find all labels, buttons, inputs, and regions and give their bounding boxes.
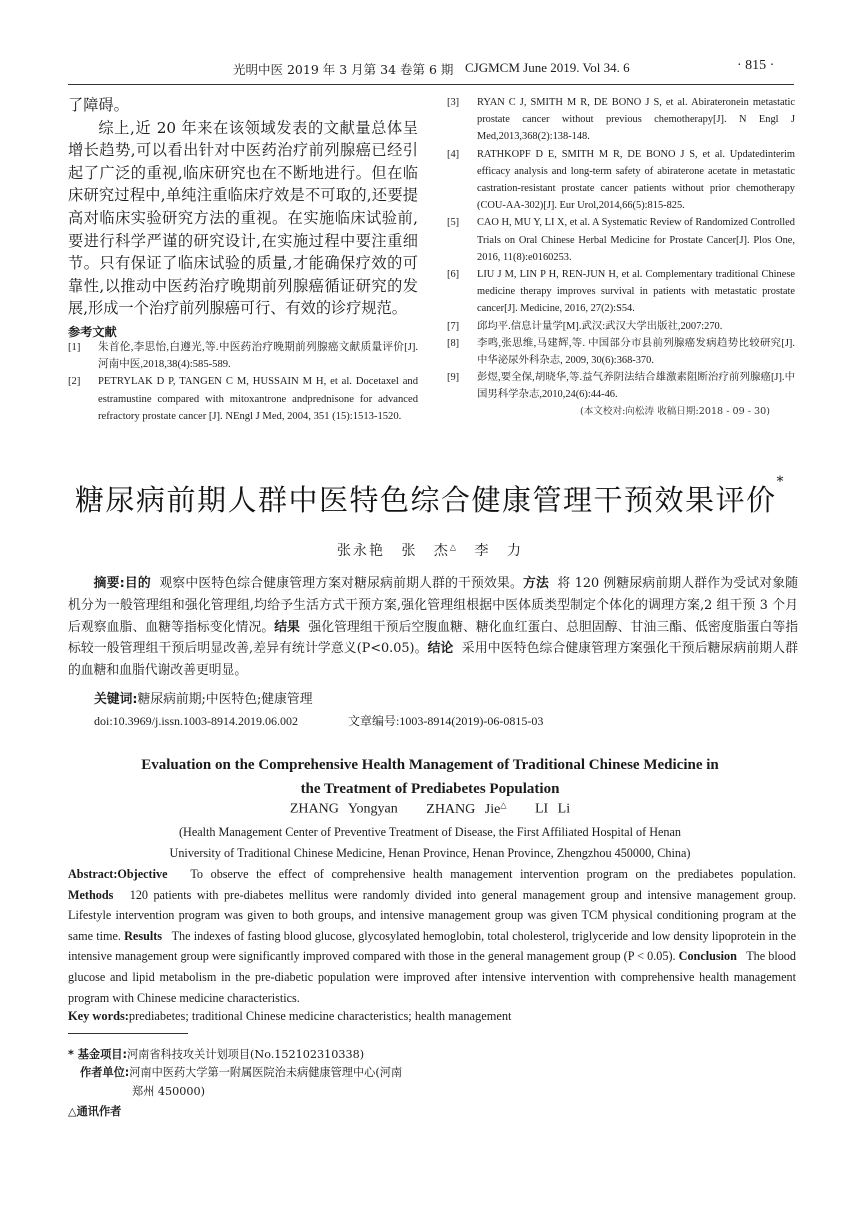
author-name: 李 力	[474, 543, 523, 559]
objective-text: 观察中医特色综合健康管理方案对糖尿病前期人群的干预效果。	[159, 576, 523, 591]
reference-item	[447, 214, 795, 266]
keywords-label: 关键词:	[94, 692, 138, 707]
reference-text: 朱首伦,李思怡,白遵光,等.中医药治疗晚期前列腺癌文献质量评价[J].河南中医,2018,38(4):585-589.	[98, 341, 418, 371]
corresponding-footnote	[68, 1103, 438, 1120]
page-number: · 815 ·	[737, 58, 775, 73]
title-footnote-mark: *	[776, 474, 785, 490]
conclusion-en-label: Conclusion	[678, 949, 737, 964]
methods-en-text: 120 patients with pre-diabetes mellitus were randomly divided into general management group and intensive management group. Lifestyle intervention program was given to both groups, and intensive management group was given TCM physical conditioning program at the same time.	[68, 887, 797, 943]
objective-en-text: To observe the effect of comprehensive health management intervention program on the prediabetes population.	[190, 867, 797, 881]
reference-item	[447, 94, 795, 146]
methods-text: 将 120 例糖尿病前期人群作为受试对象随机分为一般管理组和强化管理组,均给予生活方式干预方案,强化管理组根据中医体质类型制定个体化的调理方案,2 组干预 3 个月后观察血脂、血糖等指标变化情况。	[68, 576, 799, 635]
abstract-label: 摘要:	[93, 576, 125, 591]
reference-text: CAO H, MU Y, LI X, et al. A Systematic Review of Randomized Controlled Trials on Oral Chinese Herbal Medicine for Prostate Cancer[J]. Plos One, 2016, 11(8):e0160253.	[477, 217, 795, 263]
reference-item	[68, 339, 418, 373]
reference-text: LIU J M, LIN P H, REN-JUN H, et al. Complementary traditional Chinese medicine therapy improves survival in patients with metastatic prostate cancer[J]. Medicine, 2016, 27(2):S54.	[477, 269, 795, 315]
reference-number: [8]	[447, 337, 460, 349]
reference-number: [2]	[68, 376, 81, 388]
fund-footnote	[68, 1046, 438, 1063]
running-header	[0, 58, 860, 80]
reference-item	[447, 146, 795, 215]
reference-number: [1]	[68, 341, 81, 353]
doi: doi:10.3969/j.issn.1003-8914.2019.06.002	[94, 714, 299, 728]
keywords-en-text: prediabetes; traditional Chinese medicine characteristics; health management	[128, 1009, 512, 1023]
results-label: 结果	[274, 619, 301, 635]
reference-item	[68, 373, 418, 425]
results-en-label: Results	[124, 928, 163, 943]
author-name	[401, 543, 458, 559]
reference-text: 李鸣,张思维,马建辉,等. 中国部分市县前列腺癌发病趋势比较研究[J]. 中华泌尿外科杂志, 2009, 30(6):368-370.	[477, 337, 795, 367]
article-title	[0, 474, 860, 519]
reference-text: RATHKOPF D E, SMITH M R, DE BONO J S, et al. Updatedinterim efficacy analysis and long-term safety of abiraterone acetate in metastatic castration-resistant prostate cancer patients without prior chemotherapy (COU-AA-302)[J]. Eur Urol,2014,66(5):815-825.	[477, 148, 795, 212]
unit-text: 河南中医药大学第一附属医院治未病健康管理中心(河南	[129, 1066, 403, 1079]
english-title-line: the Treatment of Prediabetes Population	[300, 781, 560, 797]
objective-en-label: Objective	[117, 867, 168, 881]
keywords-en-label: Key words:	[68, 1009, 129, 1023]
article-number: 文章编号:1003-8914(2019)-06-0815-03	[348, 714, 544, 728]
author-list	[0, 540, 860, 560]
reference-text: 彭煜,要全保,胡晓华,等.益气养阴法结合雄激素阻断治疗前列腺癌[J].中国男科学杂志,2010,24(6):44-46.	[477, 372, 795, 401]
author-name-en	[426, 802, 506, 817]
fund-label: * 基金项目:	[68, 1048, 127, 1061]
continuation-text: 了障碍。	[68, 96, 129, 114]
reference-number: [4]	[447, 148, 460, 160]
reference-number: [9]	[447, 372, 460, 384]
journal-en-header: CJGMCM June 2019. Vol 34. 6	[465, 60, 630, 75]
abstract-en-label: Abstract:	[68, 867, 118, 881]
reference-text: PETRYLAK D P, TANGEN C M, HUSSAIN M H, et al. Docetaxel and estramustine compared with mitoxantrone andprednisone for advanced refractory prostate cancer [J]. NEngl J Med, 2004, 351 (15):1513-1520.	[98, 376, 418, 422]
conclusion-label: 结论	[427, 641, 454, 657]
conclusion-paragraph: 综上,近 20 年来在该领域发表的文献量总体呈增长趋势,可以看出针对中医药治疗前列腺癌已经引起了广泛的重视,临床研究也在不断地进行。但在临床研究过程中,单纯注重临床疗效是不可取的,还要提高对临床实验研究方法的重视。在实施临床试验前,要进行科学严谨的研究设计,在实施过程中要注重细节。只有保证了临床试验的质量,才能确保疗效的可靠性,以推动中医药治疗晚期前列腺癌循证研究的发展,形成一个治疗前列腺癌可行、有效的诊疗规范。	[68, 118, 418, 318]
results-text: 强化管理组干预后空腹血糖、糖化血红蛋白、总胆固醇、甘油三酯、低密度脂蛋白等指标较一般管理组干预后明显改善,差异有统计学意义(P<0.05)。	[68, 619, 799, 657]
header-divider	[68, 84, 794, 85]
reference-number: [7]	[447, 320, 460, 332]
abstract-en	[68, 864, 796, 1008]
reference-number: [6]	[447, 269, 460, 281]
doi-line	[94, 711, 794, 731]
methods-en-label: Methods	[68, 887, 114, 902]
english-affiliation	[0, 822, 860, 864]
english-author-list	[0, 800, 860, 818]
author-name-en-text: ZHANG Jie	[426, 801, 501, 817]
right-column	[447, 94, 795, 420]
author-name-en: LI Li	[534, 801, 571, 817]
corresponding-label: △通讯作者	[68, 1105, 122, 1118]
corresponding-mark: △	[500, 800, 507, 809]
journal-cn-header: 光明中医 2019 年 3 月第 34 卷第 6 期	[233, 62, 454, 77]
reference-item	[447, 335, 795, 369]
results-en-text: The indexes of fasting blood glucose, glycosylated hemoglobin, total cholesterol, triglyceride and low density lipoprotein in the intensive management group were significantly improved compared with those in the general management group (P < 0.05).	[68, 928, 797, 964]
proof-note: (本文校对:向松涛 收稿日期:2018 - 09 - 30)	[579, 405, 770, 417]
conclusion-text: 采用中医特色综合健康管理方案强化干预后糖尿病前期人群的血糖和血脂代谢改善更明显。	[68, 641, 799, 679]
abstract-cn	[68, 573, 798, 682]
article-title-text: 糖尿病前期人群中医特色综合健康管理干预效果评价	[74, 483, 777, 517]
objective-label: 目的	[124, 576, 151, 591]
unit-footnote-cont: 郑州 450000)	[132, 1085, 206, 1098]
author-name-text: 张 杰	[401, 543, 450, 559]
reference-text: RYAN C J, SMITH M R, DE BONO J S, et al. Abirateronein metastatic prostate cancer without previous chemotherapy[J]. N Engl J Med,2013,368(2):138-148.	[477, 97, 795, 143]
references-heading: 参考文献	[68, 324, 117, 339]
fund-text: 河南省科技攻关计划项目(No.152102310338)	[126, 1048, 365, 1061]
reference-number: [5]	[447, 217, 460, 229]
unit-footnote	[80, 1064, 450, 1081]
conclusion-en-text: The blood glucose and lipid metabolism in the pre-diabetic population were improved after intensive intervention with comprehensive health management program with Chinese medicine characteristics.	[68, 949, 796, 1005]
author-name-en: ZHANG Yongyan	[289, 801, 398, 817]
affiliation-line: (Health Management Center of Preventive Treatment of Disease, the First Affiliated Hospital of Henan	[178, 825, 682, 839]
reference-item	[447, 369, 795, 403]
affiliation-line: University of Traditional Chinese Medicine, Henan Province, Henan Province, Zhengzhou 450000, China)	[169, 846, 691, 860]
english-title	[0, 753, 860, 801]
methods-label: 方法	[522, 576, 549, 591]
left-column	[68, 94, 418, 425]
reference-number: [3]	[447, 97, 460, 108]
reference-item	[447, 318, 795, 335]
keywords-text: 糖尿病前期;中医特色;健康管理	[137, 692, 313, 707]
english-title-line: Evaluation on the Comprehensive Health Management of Traditional Chinese Medicine in	[141, 757, 719, 773]
corresponding-mark: △	[449, 542, 459, 552]
footnote-divider	[68, 1033, 188, 1034]
unit-label: 作者单位:	[80, 1066, 130, 1079]
keywords-en	[68, 1009, 796, 1024]
reference-item	[447, 266, 795, 318]
keywords-cn	[94, 689, 794, 710]
author-name: 张永艳	[337, 543, 386, 559]
reference-text: 邱均平.信息计量学[M].武汉:武汉大学出版社,2007:270.	[477, 320, 723, 332]
